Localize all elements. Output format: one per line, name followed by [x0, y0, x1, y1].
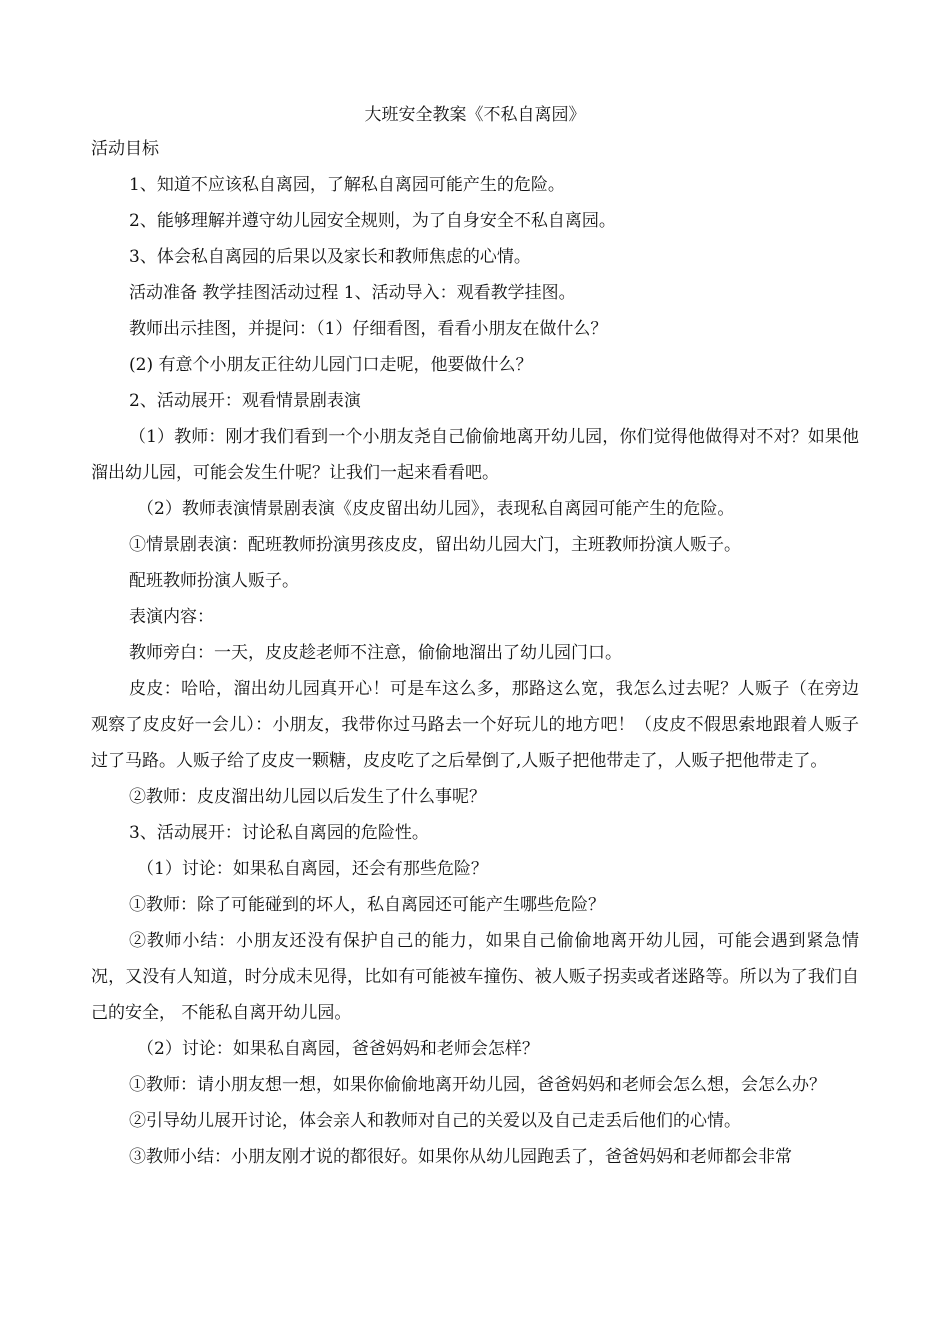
- section-heading-goals: 活动目标: [91, 139, 159, 159]
- paragraph: ③教师小结：小朋友刚才说的都很好。如果你从幼儿园跑丢了，爸爸妈妈和老师都会非常: [129, 1147, 792, 1167]
- paragraph: (2) 有意个小朋友正往幼儿园门口走呢，他要做什么？: [129, 355, 533, 375]
- paragraph: ②引导幼儿展开讨论，体会亲人和教师对自己的关爱以及自己走丢后他们的心情。: [129, 1111, 741, 1131]
- paragraph: ②教师小结：小朋友还没有保护自己的能力，如果自己偷偷地离开幼儿园，可能会遇到紧急情况，又没有人知道，时分成未见得，比如有可能被车撞伤、被人贩子拐卖或者迷路等。所以为了我们自己的安全， 不能私自离开幼儿园。: [91, 931, 859, 1023]
- paragraph: 教师旁白：一天，皮皮趁老师不注意，偷偷地溜出了幼儿园门口。: [129, 643, 622, 663]
- goal-item-2: 2、能够理解并遵守幼儿园安全规则，为了自身安全不私自离园。: [129, 211, 616, 231]
- document-body: [91, 131, 859, 1175]
- paragraph: （1）教师：刚才我们看到一个小朋友尧自己偷偷地离开幼儿园，你们觉得他做得对不对？如果他溜出幼儿园，可能会发生什呢？让我们一起来看看吧。: [91, 427, 859, 483]
- paragraph: （2）教师表演情景剧表演《皮皮留出幼儿园》，表现私自离园可能产生的危险。: [137, 499, 735, 519]
- step-heading-3: 3、活动展开：讨论私自离园的危险性。: [129, 823, 429, 843]
- step-heading-2: 2、活动展开：观看情景剧表演: [129, 391, 361, 411]
- document-title: 大班安全教案《不私自离园》: [364, 105, 586, 125]
- paragraph: ①情景剧表演：配班教师扮演男孩皮皮，留出幼儿园大门，主班教师扮演人贩子。: [129, 535, 741, 555]
- paragraph: 教师出示挂图，并提问：（1）仔细看图，看看小朋友在做什么？: [129, 319, 608, 339]
- goal-item-1: 1、知道不应该私自离园，了解私自离园可能产生的危险。: [129, 175, 565, 195]
- paragraph: 皮皮：哈哈，溜出幼儿园真开心！可是车这么多，那路这么宽，我怎么过去呢？人贩子（在旁边观察了皮皮好一会儿）：小朋友，我带你过马路去一个好玩儿的地方吧！（皮皮不假思索地跟着人贩子过了马路。人贩子给了皮皮一颗糖，皮皮吃了之后晕倒了,人贩子把他带走了，人贩子把他带走了。: [91, 679, 859, 771]
- paragraph: （1）讨论：如果私自离园，还会有那些危险？: [137, 859, 488, 879]
- paragraph: 表演内容：: [129, 607, 214, 627]
- paragraph: （2）讨论：如果私自离园，爸爸妈妈和老师会怎样？: [137, 1039, 539, 1059]
- goal-item-3: 3、体会私自离园的后果以及家长和教师焦虑的心情。: [129, 247, 531, 267]
- paragraph: 配班教师扮演人贩子。: [129, 571, 299, 591]
- paragraph: ②教师：皮皮溜出幼儿园以后发生了什么事呢？: [129, 787, 486, 807]
- paragraph: ①教师：除了可能碰到的坏人，私自离园还可能产生哪些危险？: [129, 895, 605, 915]
- paragraph: ①教师：请小朋友想一想，如果你偷偷地离开幼儿园，爸爸妈妈和老师会怎么想，会怎么办？: [129, 1075, 826, 1095]
- preparation-paragraph: 活动准备 教学挂图活动过程 1、活动导入：观看教学挂图。: [129, 283, 576, 303]
